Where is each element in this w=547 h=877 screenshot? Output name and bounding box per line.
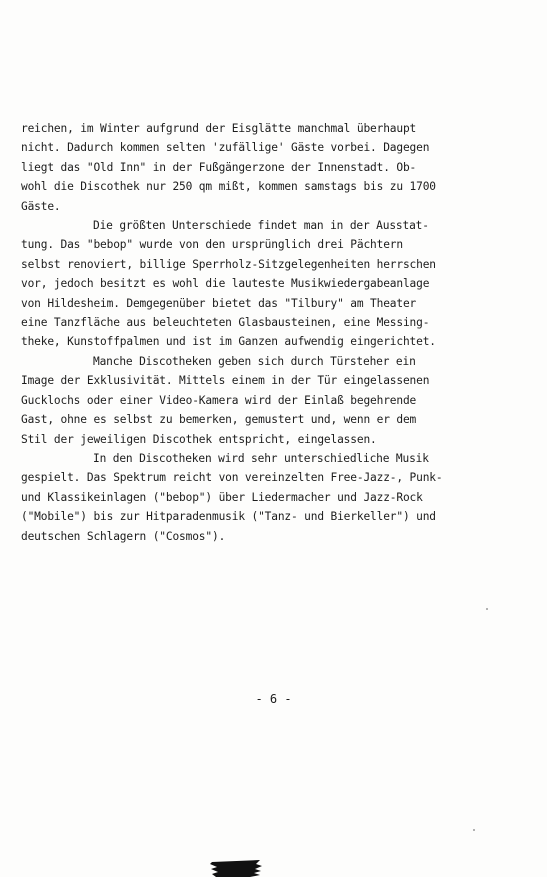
- text-line: vor, jedoch besitzt es wohl die lauteste Musikwiedergabeanlage: [21, 277, 430, 291]
- paragraph: [21, 449, 501, 546]
- paragraph: [21, 216, 501, 352]
- text-line: liegt das "Old Inn" in der Fußgängerzone der Innenstadt. Ob-: [21, 160, 417, 174]
- paragraph: [21, 352, 501, 449]
- text-line: und Klassikeinlagen ("bebop") über Liedermacher und Jazz-Rock: [21, 490, 423, 504]
- text-line: selbst renoviert, billige Sperrholz-Sitzgelegenheiten herrschen: [21, 257, 436, 271]
- text-line: eine Tanzfläche aus beleuchteten Glasbausteinen, eine Messing-: [21, 316, 430, 330]
- text-line: Gäste.: [21, 199, 61, 213]
- text-line: In den Discotheken wird sehr unterschiedliche Musik: [93, 451, 429, 465]
- text-line: Gast, ohne es selbst zu bemerken, gemustert und, wenn er dem: [21, 413, 417, 427]
- body-text: [21, 119, 501, 546]
- text-line: von Hildesheim. Demgegenüber bietet das "Tilbury" am Theater: [21, 296, 417, 310]
- scan-speck: [473, 829, 475, 831]
- text-line: Manche Discotheken geben sich durch Türsteher ein: [93, 354, 416, 368]
- binding-mark: [210, 860, 262, 877]
- text-line: deutschen Schlagern ("Cosmos").: [21, 529, 226, 543]
- text-line: reichen, im Winter aufgrund der Eisglätte manchmal überhaupt: [21, 122, 417, 135]
- text-line: Die größten Unterschiede findet man in der Ausstat-: [93, 219, 429, 233]
- scan-speck: [486, 608, 488, 610]
- paragraph: [21, 119, 501, 216]
- text-line: Gucklochs oder einer Video-Kamera wird der Einlaß begehrende: [21, 393, 417, 407]
- text-line: theke, Kunstoffpalmen und ist im Ganzen aufwendig eingerichtet.: [21, 335, 436, 349]
- text-line: wohl die Discothek nur 250 qm mißt, kommen samstags bis zu 1700: [21, 180, 436, 194]
- page-number: - 6 -: [255, 692, 292, 706]
- text-line: nicht. Dadurch kommen selten 'zufällige' Gäste vorbei. Dagegen: [21, 141, 430, 155]
- text-line: gespielt. Das Spektrum reicht von vereinzelten Free-Jazz-, Punk-: [21, 471, 443, 485]
- text-line: tung. Das "bebop" wurde von den ursprünglich drei Pächtern: [21, 238, 403, 252]
- text-line: ("Mobile") bis zur Hitparadenmusik ("Tanz- und Bierkeller") und: [21, 510, 436, 524]
- text-line: Stil der jeweiligen Discothek entspricht, eingelassen.: [21, 432, 377, 446]
- text-line: Image der Exklusivität. Mittels einem in der Tür eingelassenen: [21, 374, 430, 388]
